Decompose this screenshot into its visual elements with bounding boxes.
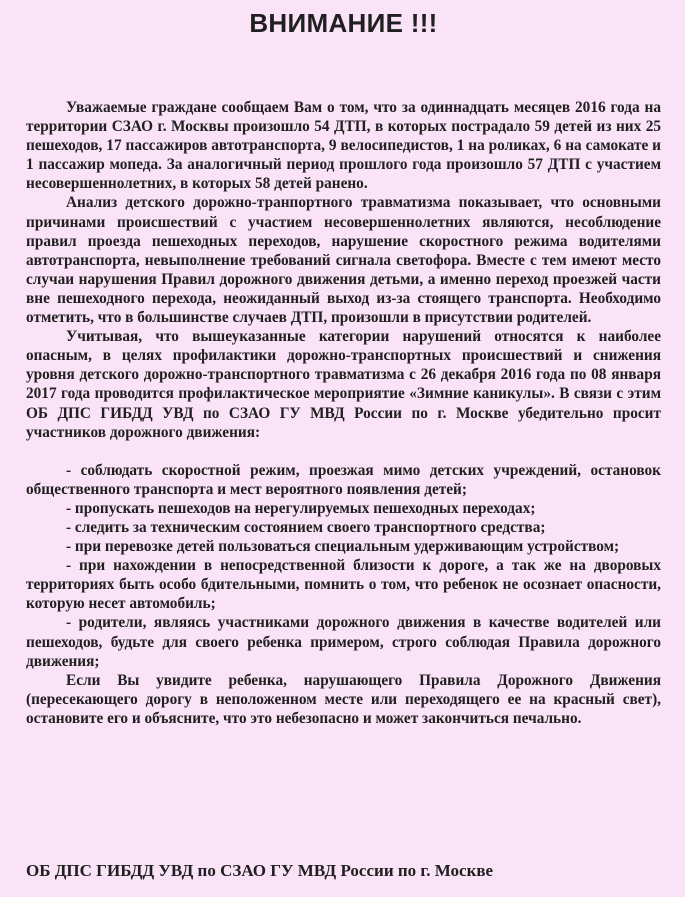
recommendations-list: [26, 461, 661, 671]
notice-body: [26, 98, 661, 728]
paragraph-statistics: Уважаемые граждане сообщаем Вам о том, что за одиннадцать месяцев 2016 года на территории СЗАО г. Москвы произошло 54 ДТП, в которых пострадало 59 детей из них 25 пешеходов, 17 пассажиров автотранспорта, 9 велосипедистов, 1 на роликах, 6 на самокате и 1 пассажир мопеда. За аналогичный период прошлого года произошло 57 ДТП с участием несовершеннолетних, в которых 58 детей ранено.: [26, 99, 661, 193]
notice-title: ВНИМАНИЕ !!!: [249, 8, 438, 38]
list-item: - следить за техническим состоянием своего транспортного средства;: [66, 518, 546, 536]
list-item: - при нахождении в непосредственной близости к дороге, а так же на дворовых территориях быть особо бдительными, помнить о том, что ребенок не осознает опасности, которую несет автомобиль;: [26, 557, 661, 613]
list-item: - родители, являясь участниками дорожного движения в качестве водителей или пешеходов, будьте для своего ребенка примером, строго соблюдая Правила дорожного движения;: [26, 614, 661, 670]
list-item: - при перевозке детей пользоваться специальным удерживающим устройством;: [66, 538, 620, 556]
paragraph-closing: Если Вы увидите ребенка, нарушающего Правила Дорожного Движения (пересекающего дорогу в неположенном месте или переходящего ее на красный свет), остановите его и объясните, что это небезопасно и может закончиться печально.: [26, 671, 661, 727]
signature: ОБ ДПС ГИБДД УВД по СЗАО ГУ МВД России по г. Москве: [26, 861, 494, 880]
paragraph-campaign: Учитывая, что вышеуказанные категории нарушений относятся к наиболее опасным, в целях профилактики дорожно-транспортных происшествий и снижения уровня детского дорожно-транспортного травматизма с 26 декабря 2016 года по 08 января 2017 года проводится профилактическое мероприятие «Зимние каникулы». В связи с этим ОБ ДПС ГИБДД УВД по СЗАО ГУ МВД России по г. Москве убедительно просит участников дорожного движения:: [26, 328, 661, 441]
section-gap: [26, 442, 661, 461]
paragraph-analysis: Анализ детского дорожно-транпортного травматизма показывает, что основными причинами происшествий с участием несовершеннолетних являются, несоблюдение правил проезда пешеходных переходов, нарушение скоростного режима водителями автотранспорта, невыполнение требований сигнала светофора. Вместе с тем имеют место случаи нарушения Правил дорожного движения детьми, а именно переход проезжей части вне пешеходного перехода, неожиданный выход из-за стоящего транспорта. Необходимо отметить, что в большинстве случаев ДТП, произошли в присутствии родителей.: [26, 194, 661, 327]
list-item: - пропускать пешеходов на нерегулируемых пешеходных переходах;: [66, 499, 536, 517]
list-item: - соблюдать скоростной режим, проезжая мимо детских учреждений, остановок общественного транспорта и мест вероятного появления детей;: [26, 461, 661, 498]
